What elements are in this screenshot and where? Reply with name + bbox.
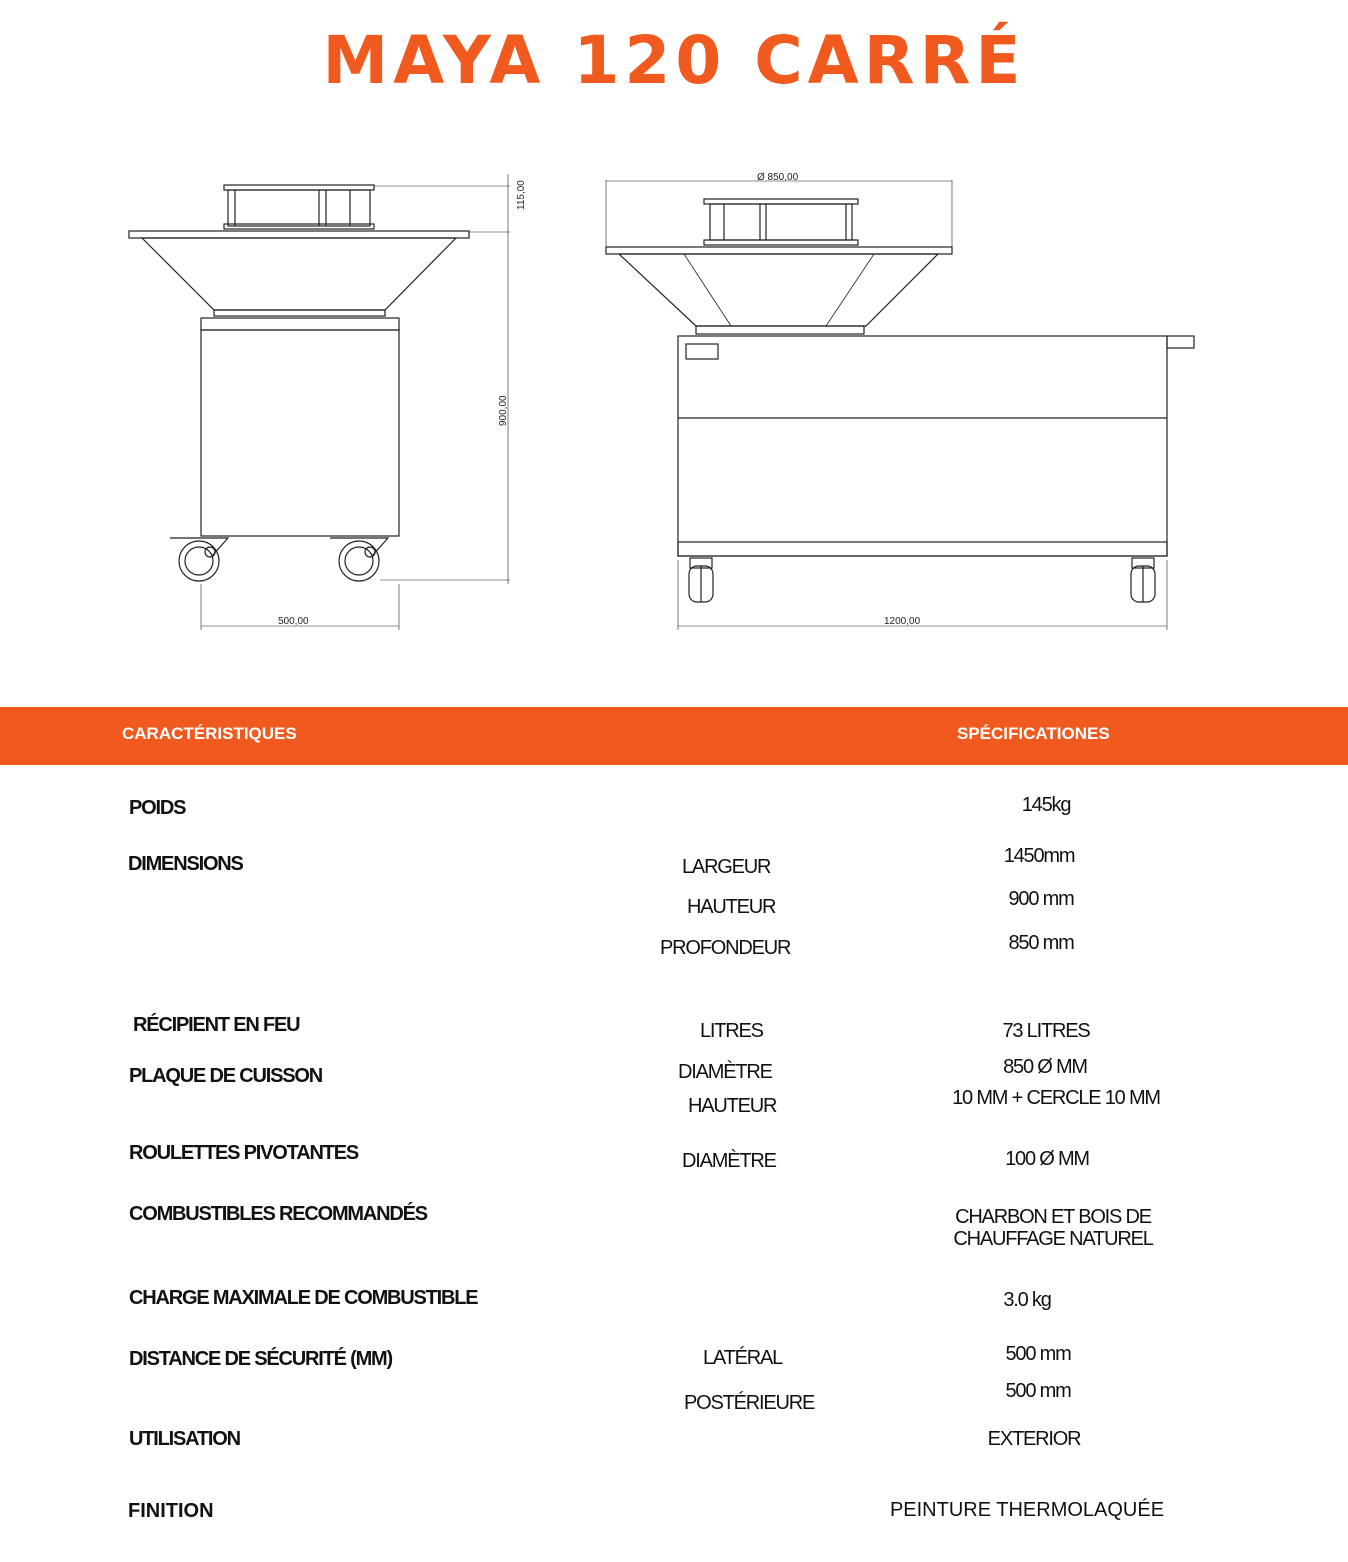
spec-value-lateral: 500 mm xyxy=(1005,1343,1071,1365)
spec-value-combustibles xyxy=(953,1206,1152,1250)
dim-height-top: 115,00 xyxy=(516,180,527,210)
spec-label-poids: POIDS xyxy=(129,797,186,819)
spec-label-roulettes: ROULETTES PIVOTANTES xyxy=(129,1142,358,1164)
spec-value-litres: 73 LITRES xyxy=(1002,1020,1090,1042)
spec-label-utilisation: UTILISATION xyxy=(129,1428,240,1450)
spec-label-plaque: PLAQUE DE CUISSON xyxy=(129,1065,322,1087)
spec-value-utilisation: EXTERIOR xyxy=(987,1428,1081,1450)
spec-label-finition: FINITION xyxy=(128,1500,214,1522)
spec-value-combustibles-line2: CHAUFFAGE NATUREL xyxy=(953,1228,1153,1250)
spec-sub-lateral: LATÉRAL xyxy=(703,1347,783,1369)
dim-width-front: 1200,00 xyxy=(884,616,921,627)
spec-value-plaque-hauteur: 10 MM + CERCLE 10 MM xyxy=(952,1087,1160,1109)
spec-label-recipient: RÉCIPIENT EN FEU xyxy=(133,1014,300,1036)
spec-value-largeur: 1450mm xyxy=(1003,845,1075,867)
spec-label-dimensions: DIMENSIONS xyxy=(128,853,243,875)
spec-sub-profondeur: PROFONDEUR xyxy=(660,937,791,959)
spec-value-profondeur: 850 mm xyxy=(1008,932,1074,954)
spec-sub-posterieure: POSTÉRIEURE xyxy=(684,1392,815,1414)
dim-width-side: 500,00 xyxy=(278,616,309,627)
spec-sub-roulettes-diametre: DIAMÈTRE xyxy=(682,1150,776,1172)
spec-label-combustibles: COMBUSTIBLES RECOMMANDÉS xyxy=(129,1203,427,1225)
spec-sub-litres: LITRES xyxy=(700,1020,763,1042)
technical-drawings xyxy=(0,160,1348,640)
header-caracteristiques: CARACTÉRISTIQUES xyxy=(122,724,297,743)
spec-value-combustibles-line1: CHARBON ET BOIS DE xyxy=(955,1206,1151,1228)
table-header-band xyxy=(0,707,1348,765)
spec-sub-largeur: LARGEUR xyxy=(682,856,771,878)
header-specifications: SPÉCIFICATIONES xyxy=(957,724,1110,743)
spec-value-diametre: 850 Ø MM xyxy=(1003,1056,1087,1078)
spec-value-poids: 145kg xyxy=(1021,794,1071,816)
side-view-drawing xyxy=(129,174,510,630)
spec-value-roulettes: 100 Ø MM xyxy=(1005,1148,1089,1170)
spec-value-charge: 3.0 kg xyxy=(1003,1289,1051,1311)
spec-sub-plaque-hauteur: HAUTEUR xyxy=(688,1095,777,1117)
dim-height-body: 900,00 xyxy=(498,395,509,426)
spec-label-distance: DISTANCE DE SÉCURITÉ (MM) xyxy=(129,1348,392,1370)
dim-diameter: Ø 850,00 xyxy=(757,172,799,183)
spec-value-posterieure: 500 mm xyxy=(1005,1380,1071,1402)
spec-label-charge: CHARGE MAXIMALE DE COMBUSTIBLE xyxy=(129,1287,478,1309)
front-view-drawing xyxy=(606,180,1194,630)
page-title: MAYA 120 CARRÉ xyxy=(322,22,1026,99)
spec-sub-hauteur: HAUTEUR xyxy=(687,896,776,918)
spec-sub-diametre: DIAMÈTRE xyxy=(678,1061,772,1083)
spec-value-finition: PEINTURE THERMOLAQUÉE xyxy=(889,1499,1165,1521)
spec-value-hauteur: 900 mm xyxy=(1008,888,1074,910)
